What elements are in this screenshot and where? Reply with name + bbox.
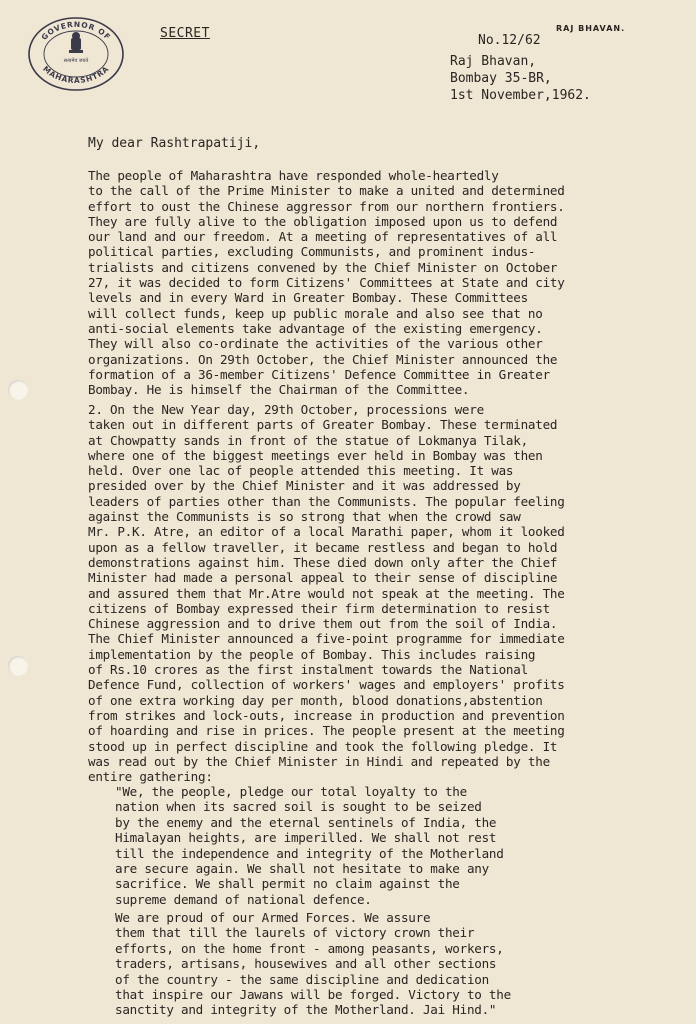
emblem-icon [69,32,83,53]
pledge-paragraph-1: "We, the people, pledge our total loyalty to the nation when its sacred soil is sought to be seized by the enemy and the eternal sentinels of India, the Himalayan heights, are imperilled. We shall not rest till the independence and integrity of the Motherland are secure again. We shall not hesitate to make any sacrifice. We shall permit no claim against the supreme demand of national defence. [115,784,504,907]
punch-hole-bottom [8,656,28,676]
reference-number: No.12/62 [478,33,541,48]
pledge-paragraph-2: We are proud of our Armed Forces. We assure them that till the laurels of victory crown their efforts, on the home front - among peasants, workers, traders, artisans, housewives and all other sections of the country - the same discipline and dedication that inspire our Jawans will be forged. Victory to the sanctity and integrity of the Motherland. Jai Hind." [115,910,511,1018]
seal-top-text: GOVERNOR OF [39,19,113,42]
paragraph-1: The people of Maharashtra have responded whole-heartedly to the call of the Prime Minister to make a united and determined effort to oust the Chinese aggressor from our northern frontiers. They are fully alive to the obligation imposed upon us to defend our land and our freedom. At a meeting of representatives of all political parties, excluding Communists, and prominent indus- trialists and citizens convened by the Chief Minister on October 27, it was decided to form Citizens' Committees at State and city levels and in every Ward in Greater Bombay. These Committees will collect funds, keep up public morale and also see that no anti-social elements take advantage of the existing emergency. They will also co-ordinate the activities of the various other organizations. On 29th October, the Chief Minister announced the formation of a 36-member Citizens' Defence Committee in Greater Bombay. He is himself the Chairman of the Committee. [88,168,565,398]
office-stamp: RAJ BHAVAN. [556,24,626,33]
classification-label: SECRET [160,26,210,41]
seal-bottom-text: MAHARASHTRA [41,64,111,86]
seal-motto: सत्यमेव जयते [63,58,89,64]
letter-date: 1st November,1962. [450,88,591,103]
punch-hole-top [8,380,28,400]
paragraph-2: 2. On the New Year day, 29th October, processions were taken out in different parts of Greater Bombay. These terminated at Chowpatty sands in front of the statue of Lokmanya Tilak, where one of the biggest meetings ever held in Bombay was then held. Over one lac of people attended this meeting. It was presided over by the Chief Minister and it was addressed by leaders of parties other than the Communists. The popular feeling against the Communists is so strong that when the crowd saw Mr. P.K. Atre, an editor of a local Marathi paper, whom it looked upon as a fellow traveller, it became restless and began to hold demonstrations against him. These died down only after the Chief Minister had made a personal appeal to their sense of discipline and assured them that Mr.Atre would not speak at the meeting. The citizens of Bombay expressed their firm determination to resist Chinese aggression and to drive them out from the soil of India. The Chief Minister announced a five-point programme for immediate implementation by the people of Bombay. This includes raising of Rs.10 crores as the first instalment towards the National Defence Fund, collection of workers' wages and employers' profits of one extra working day per month, blood donations,abstention from strikes and lock-outs, increase in production and prevention of hoarding and rise in prices. The people present at the meeting stood up in perfect discipline and took the following pledge. It was read out by the Chief Minister in Hindi and repeated by the entire gathering: [88,402,565,785]
svg-text:MAHARASHTRA [41,64,111,85]
address-line-2: Bombay 35-BR, [450,71,552,86]
salutation: My dear Rashtrapatiji, [88,136,261,151]
address-line-1: Raj Bhavan, [450,54,537,69]
governor-seal-stamp [26,14,126,94]
reference-block [450,32,591,104]
